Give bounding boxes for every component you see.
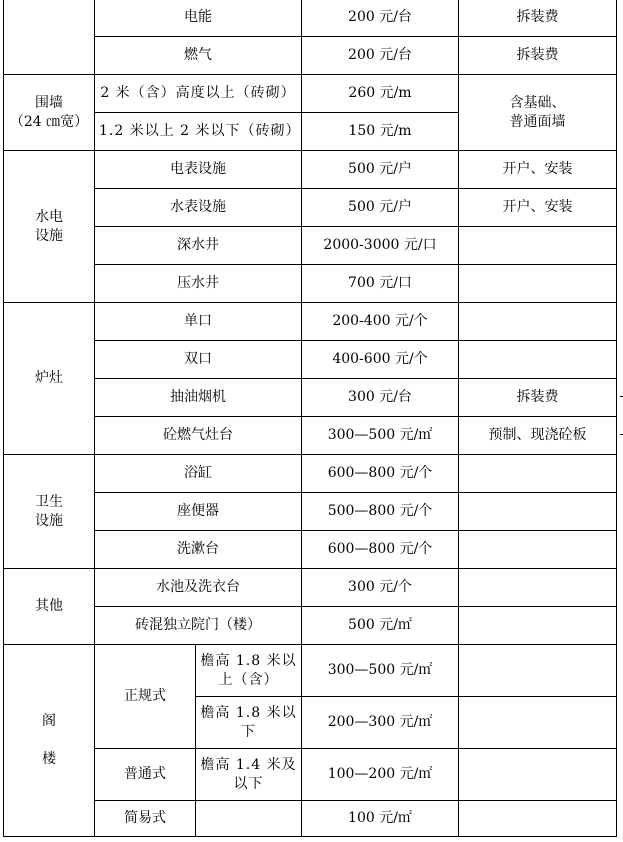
note-cell (459, 645, 617, 697)
table-row (4, 801, 617, 837)
note-cell: 开户、安装 (459, 151, 617, 189)
note-cell (459, 265, 617, 303)
category-cell: 卫生 设施 (4, 455, 95, 569)
note-cell (459, 531, 617, 569)
note-cell: 拆装费 (459, 37, 617, 75)
note-cell: 拆装费 (459, 379, 617, 417)
price-cell: 150 元/m (302, 113, 459, 151)
table-row (4, 607, 617, 645)
compensation-table (3, 0, 617, 837)
category-label: 围墙 （24 ㎝宽） (9, 94, 89, 130)
price-cell: 300—500 元/㎡ (302, 417, 459, 455)
note-cell (459, 303, 617, 341)
attic-sub-cell (196, 801, 302, 837)
item-cell: 浴缸 (95, 455, 302, 493)
item-cell: 水表设施 (95, 189, 302, 227)
item-cell: 砼燃气灶台 (95, 417, 302, 455)
table-row (4, 303, 617, 341)
note-cell (459, 227, 617, 265)
table-row (4, 379, 617, 417)
price-cell: 2000-3000 元/口 (302, 227, 459, 265)
price-cell: 100—200 元/㎡ (302, 749, 459, 801)
table-row (4, 227, 617, 265)
note-cell (459, 749, 617, 801)
item-cell: 燃气 (95, 37, 302, 75)
table-row (4, 749, 617, 801)
table-row (4, 37, 617, 75)
note-cell: 拆装费 (459, 0, 617, 37)
price-cell: 200-400 元/个 (302, 303, 459, 341)
category-cell: 炉灶 (4, 303, 95, 455)
price-cell: 300—500 元/㎡ (302, 645, 459, 697)
price-cell: 400-600 元/个 (302, 341, 459, 379)
item-cell: 单口 (95, 303, 302, 341)
table-row (4, 493, 617, 531)
note-cell (459, 569, 617, 607)
table-row (4, 341, 617, 379)
price-cell: 300 元/个 (302, 569, 459, 607)
note-cell (459, 455, 617, 493)
table-row (4, 455, 617, 493)
attic-type-cell: 普通式 (95, 749, 196, 801)
item-cell: 1.2 米以上 2 米以下（砖砌） (95, 113, 302, 151)
table-row (4, 0, 617, 37)
price-cell: 200 元/台 (302, 37, 459, 75)
note-cell (459, 607, 617, 645)
item-cell: 双口 (95, 341, 302, 379)
item-cell: 2 米（含）高度以上（砖砌） (95, 75, 302, 113)
table-row (4, 265, 617, 303)
table-row (4, 569, 617, 607)
price-cell: 500 元/户 (302, 189, 459, 227)
item-cell: 水池及洗衣台 (95, 569, 302, 607)
item-cell: 砖混独立院门（楼） (95, 607, 302, 645)
category-cell (4, 75, 95, 151)
item-cell: 座便器 (95, 493, 302, 531)
category-cell: 其他 (4, 569, 95, 645)
price-cell: 500 元/㎡ (302, 607, 459, 645)
price-cell: 200—300 元/㎡ (302, 697, 459, 749)
note-cell: 开户、安装 (459, 189, 617, 227)
item-cell: 洗漱台 (95, 531, 302, 569)
attic-sub-cell: 檐高 1.8 米以 上（含） (196, 645, 302, 697)
item-cell: 电表设施 (95, 151, 302, 189)
table-row (4, 75, 617, 113)
table-row (4, 151, 617, 189)
attic-sub-cell: 檐高 1.4 米及 以下 (196, 749, 302, 801)
attic-type-cell: 简易式 (95, 801, 196, 837)
attic-sub-cell: 檐高 1.8 米以 下 (196, 697, 302, 749)
table-row (4, 189, 617, 227)
price-cell: 500 元/户 (302, 151, 459, 189)
table-row (4, 645, 617, 697)
item-cell: 电能 (95, 0, 302, 37)
price-cell: 600—800 元/个 (302, 455, 459, 493)
item-cell: 压水井 (95, 265, 302, 303)
price-cell: 100 元/㎡ (302, 801, 459, 837)
price-cell: 200 元/台 (302, 0, 459, 37)
attic-type-cell: 正规式 (95, 645, 196, 749)
item-cell: 抽油烟机 (95, 379, 302, 417)
table-row (4, 531, 617, 569)
note-cell (459, 493, 617, 531)
note-cell: 预制、现浇砼板 (459, 417, 617, 455)
price-cell: 260 元/m (302, 75, 459, 113)
category-cell: 水电 设施 (4, 151, 95, 303)
price-cell: 700 元/口 (302, 265, 459, 303)
note-cell (459, 341, 617, 379)
price-cell: 600—800 元/个 (302, 531, 459, 569)
price-cell: 500—800 元/个 (302, 493, 459, 531)
note-cell (459, 697, 617, 749)
price-cell: 300 元/台 (302, 379, 459, 417)
table-row (4, 417, 617, 455)
category-cell-empty (4, 0, 95, 75)
note-cell (459, 801, 617, 837)
note-cell: 含基础、 普通面墙 (459, 75, 617, 151)
item-cell: 深水井 (95, 227, 302, 265)
category-cell: 阁 楼 (4, 645, 95, 837)
